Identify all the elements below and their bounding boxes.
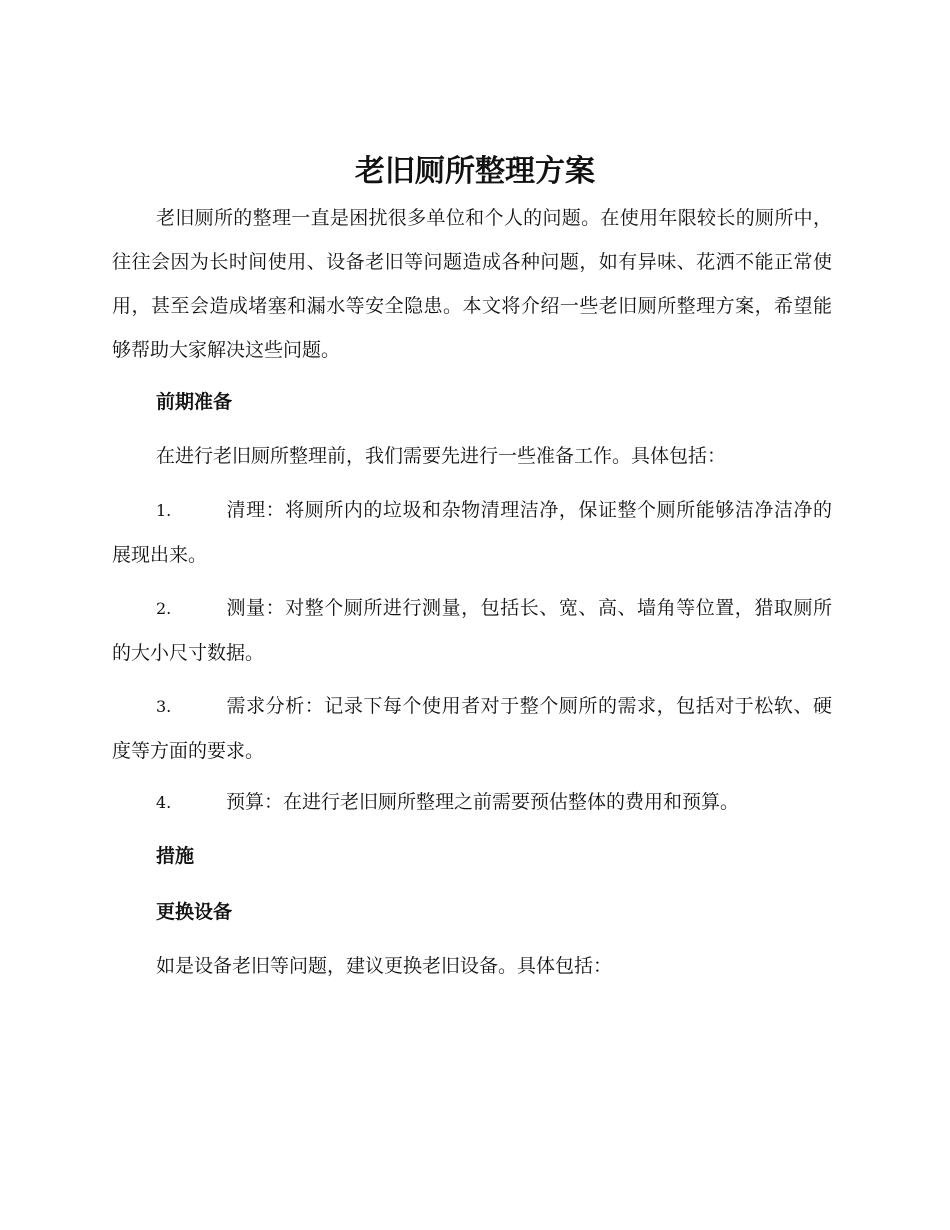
intro-paragraph: 老旧厕所的整理一直是困扰很多单位和个人的问题。在使用年限较长的厕所中，往往会因为长时间使用、设备老旧等问题造成各种问题，如有异味、花洒不能正常使用，甚至会造成堵塞和漏水等安全隐患。本文将介绍一些老旧厕所整理方案，希望能够帮助大家解决这些问题。 xyxy=(112,207,832,361)
list-item-number: 4. xyxy=(156,793,172,812)
list-item-text: 需求分析：记录下每个使用者对于整个厕所的需求，包括对于松软、硬度等方面的要求。 xyxy=(112,695,832,762)
list-item xyxy=(112,488,832,577)
list-item-text: 预算：在进行老旧厕所整理之前需要预估整体的费用和预算。 xyxy=(226,791,740,813)
section-heading-preparation: 前期准备 xyxy=(156,391,233,413)
list-item-text: 测量：对整个厕所进行测量，包括长、宽、高、墙角等位置，猎取厕所的大小尺寸数据。 xyxy=(112,597,832,664)
subheading-replace-equipment: 更换设备 xyxy=(156,901,233,923)
list-item xyxy=(112,780,832,825)
equipment-lead-paragraph: 如是设备老旧等问题，建议更换老旧设备。具体包括： xyxy=(156,955,613,977)
section-heading-measures: 措施 xyxy=(156,845,195,867)
list-item-text: 清理：将厕所内的垃圾和杂物清理洁净，保证整个厕所能够洁净洁净的展现出来。 xyxy=(112,499,832,566)
list-item-number: 3. xyxy=(156,697,172,716)
list-item-number: 2. xyxy=(156,599,172,618)
list-item-number: 1. xyxy=(156,501,172,520)
list-item xyxy=(112,586,832,675)
document-title: 老旧厕所整理方案 xyxy=(355,154,595,189)
list-item xyxy=(112,684,832,773)
preparation-lead-paragraph: 在进行老旧厕所整理前，我们需要先进行一些准备工作。具体包括： xyxy=(156,445,727,467)
